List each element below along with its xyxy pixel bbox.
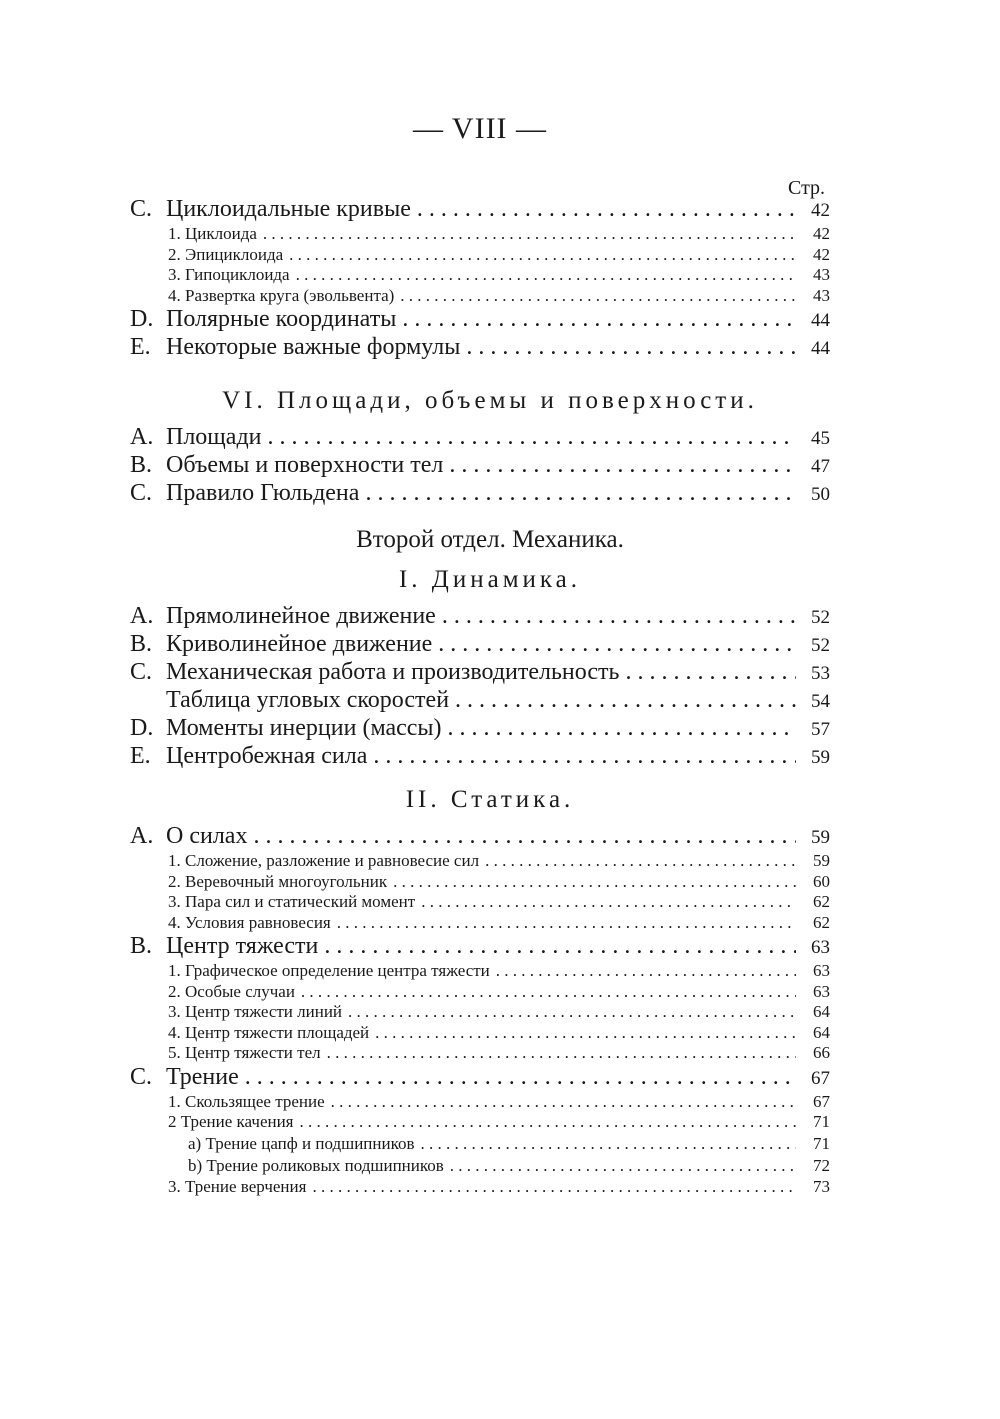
toc-entry xyxy=(130,1092,830,1113)
dot-leader xyxy=(417,196,796,222)
dot-leader xyxy=(331,1092,796,1113)
toc-entry-title: 1. Сложение, разложение и равновесие сил xyxy=(168,851,480,870)
dot-leader xyxy=(448,715,796,741)
dot-leader xyxy=(402,306,796,332)
section-heading-mechanics: Второй отдел. Механика. xyxy=(356,526,624,553)
dot-leader xyxy=(400,286,796,307)
toc-entry xyxy=(130,1155,830,1177)
toc-entry-page: 71 xyxy=(813,1133,830,1153)
toc-entry xyxy=(130,743,830,771)
dot-leader xyxy=(421,1133,796,1155)
dot-leader xyxy=(337,913,796,934)
toc-entry-page: 67 xyxy=(813,1091,830,1111)
toc-entry xyxy=(130,1023,830,1044)
dot-leader xyxy=(365,480,796,506)
toc-entry-title: Некоторые важные формулы xyxy=(166,334,461,360)
toc-entry-page: 72 xyxy=(813,1155,830,1175)
toc-entry xyxy=(130,982,830,1003)
toc-entry xyxy=(130,913,830,934)
toc-entry-page: 73 xyxy=(813,1176,830,1196)
toc-entry-title: 2 Трение качения xyxy=(168,1112,294,1131)
toc-entry-title: Механическая работа и производительность xyxy=(166,659,620,685)
toc-entry-page: 44 xyxy=(811,310,830,331)
heading-areas-volumes: VI. Площади, объемы и поверхности. xyxy=(222,387,758,414)
toc-entry-page: 59 xyxy=(811,747,830,768)
toc-entry xyxy=(130,196,830,224)
toc-entry xyxy=(130,224,830,245)
toc-entry xyxy=(130,1133,830,1155)
toc-entry xyxy=(130,872,830,893)
toc-block-dynamics xyxy=(130,603,830,771)
toc-entry-title: 1. Циклоида xyxy=(168,224,257,243)
toc-entry-page: 47 xyxy=(811,456,830,477)
dot-leader xyxy=(393,872,796,893)
dot-leader xyxy=(245,1064,796,1090)
dot-leader xyxy=(496,961,796,982)
dot-leader xyxy=(296,265,796,286)
dot-leader xyxy=(421,892,796,913)
toc-entry-letter: D. xyxy=(130,715,154,741)
dot-leader xyxy=(438,631,796,657)
toc-entry-page: 44 xyxy=(811,338,830,359)
dot-leader xyxy=(300,1112,797,1133)
toc-entry xyxy=(130,334,830,362)
toc-entry xyxy=(130,823,830,851)
toc-entry-title: b) Трение роликовых подшипников xyxy=(188,1155,444,1175)
dot-leader xyxy=(289,245,796,266)
toc-entry-title: 1. Графическое определение центра тяжести xyxy=(168,961,490,980)
dot-leader xyxy=(301,982,796,1003)
toc-entry-page: 62 xyxy=(813,912,830,932)
toc-entry-page: 63 xyxy=(811,937,830,958)
toc-entry-letter: C. xyxy=(130,196,153,222)
toc-entry xyxy=(130,306,830,334)
dot-leader xyxy=(485,851,796,872)
dot-leader xyxy=(449,452,796,478)
toc-entry-title: 2. Веревочный многоугольник xyxy=(168,871,388,891)
dot-leader xyxy=(375,1023,796,1044)
toc-entry-letter: A. xyxy=(130,823,154,849)
dot-leader xyxy=(450,1155,796,1177)
toc-entry-title: Криволинейное движение xyxy=(166,631,433,657)
toc-entry-title: 4. Условия равновесия xyxy=(168,912,331,932)
toc-entry-letter: B. xyxy=(130,933,153,959)
toc-entry-title: О силах xyxy=(166,823,248,849)
toc-entry-title: Центробежная сила xyxy=(166,743,368,769)
toc-entry-title: 4. Развертка круга (эвольвента) xyxy=(168,285,395,305)
dot-leader xyxy=(268,424,797,450)
toc-entry-page: 42 xyxy=(813,244,830,264)
toc-entry-page: 45 xyxy=(811,428,830,449)
toc-entry-letter: D. xyxy=(130,306,154,332)
toc-entry-page: 42 xyxy=(811,200,830,221)
dot-leader xyxy=(455,687,796,713)
dot-leader xyxy=(625,659,796,685)
toc-entry xyxy=(130,1002,830,1023)
toc-entry-title: 3. Центр тяжести линий xyxy=(168,1002,343,1021)
toc-entry-title: 1. Скользящее трение xyxy=(168,1091,325,1111)
toc-entry-page: 54 xyxy=(811,691,830,712)
toc-entry-letter: E. xyxy=(130,743,151,769)
toc-entry xyxy=(130,265,830,286)
toc-entry-title: Полярные координаты xyxy=(166,306,397,332)
toc-entry-title: Центр тяжести xyxy=(166,933,319,959)
toc-entry xyxy=(130,1112,830,1133)
toc-entry-page: 52 xyxy=(811,607,830,628)
toc-entry-page: 60 xyxy=(813,871,830,891)
toc-entry-title: 4. Центр тяжести площадей xyxy=(168,1022,370,1042)
toc-entry xyxy=(130,851,830,872)
toc-block-areas xyxy=(130,424,830,508)
dot-leader xyxy=(327,1043,796,1064)
toc-entry-letter: E. xyxy=(130,334,151,360)
dot-leader xyxy=(253,823,796,849)
toc-entry-page: 67 xyxy=(811,1067,830,1089)
heading-dynamics: I. Динамика. xyxy=(398,566,582,593)
toc-entry-page: 59 xyxy=(811,827,830,848)
page-column-label: Стр. xyxy=(788,177,826,199)
toc-entry xyxy=(130,424,830,452)
dot-leader xyxy=(324,933,796,959)
toc-entry xyxy=(130,480,830,508)
toc-entry-letter: B. xyxy=(130,452,153,478)
toc-entry xyxy=(130,631,830,659)
toc-entry xyxy=(130,245,830,266)
dot-leader xyxy=(442,603,796,629)
toc-entry-page: 53 xyxy=(811,663,830,684)
toc-entry-page: 59 xyxy=(813,851,830,870)
toc-entry xyxy=(130,961,830,982)
toc-entry-letter: A. xyxy=(130,424,154,450)
dot-leader xyxy=(348,1002,796,1023)
toc-entry-page: 57 xyxy=(811,719,830,740)
toc-entry-page: 42 xyxy=(813,224,830,243)
toc-entry-letter: C. xyxy=(130,1063,153,1090)
toc-entry-title: Трение xyxy=(166,1063,239,1090)
toc-entry-title: Моменты инерции (массы) xyxy=(166,715,442,741)
dot-leader xyxy=(263,224,796,245)
toc-entry-title: 5. Центр тяжести тел xyxy=(168,1043,321,1062)
toc-entry xyxy=(130,715,830,743)
page-number: — VIII — xyxy=(412,112,548,145)
toc-entry xyxy=(130,1177,830,1198)
toc-entry-page: 63 xyxy=(813,981,830,1001)
heading-statics: II. Статика. xyxy=(405,786,575,813)
toc-entry-letter: A. xyxy=(130,603,154,629)
toc-entry xyxy=(130,452,830,480)
toc-entry-page: 43 xyxy=(813,265,830,284)
toc-entry-letter: C. xyxy=(130,659,153,685)
toc-entry xyxy=(130,286,830,307)
toc-entry-page: 43 xyxy=(813,285,830,305)
toc-entry-letter: C. xyxy=(130,480,153,506)
toc-entry-title: Циклоидальные кривые xyxy=(166,196,411,222)
dot-leader xyxy=(312,1177,796,1198)
toc-entry-title: a) Трение цапф и подшипников xyxy=(188,1133,415,1153)
toc-entry-page: 52 xyxy=(811,635,830,656)
toc-entry-letter: B. xyxy=(130,631,153,657)
toc-entry xyxy=(130,892,830,913)
toc-block-statics xyxy=(130,823,830,1197)
toc-entry-title: 3. Трение верчения xyxy=(168,1176,307,1196)
toc-entry xyxy=(130,1064,830,1092)
toc-entry-title: Прямолинейное движение xyxy=(166,603,436,629)
toc-entry-title: 2. Эпициклоида xyxy=(168,244,284,264)
toc-entry-title: Таблица угловых скоростей xyxy=(166,687,450,713)
toc-entry-page: 62 xyxy=(813,892,830,911)
toc-entry-title: 3. Гипоциклоида xyxy=(168,265,290,284)
toc-entry-title: Правило Гюльдена xyxy=(166,480,360,506)
toc-entry-page: 50 xyxy=(811,484,830,505)
toc-entry-title: 3. Пара сил и статический момент xyxy=(168,892,416,911)
toc-block-curves xyxy=(130,196,830,362)
toc-entry-title: Объемы и поверхности тел xyxy=(166,452,444,478)
dot-leader xyxy=(373,743,796,769)
toc-entry xyxy=(130,687,830,715)
toc-entry-page: 64 xyxy=(813,1022,830,1042)
toc-entry xyxy=(130,659,830,687)
toc-entry xyxy=(130,603,830,631)
toc-entry-page: 63 xyxy=(813,961,830,980)
toc-entry-page: 64 xyxy=(813,1002,830,1021)
toc-entry-page: 71 xyxy=(813,1112,830,1131)
toc-entry-title: 2. Особые случаи xyxy=(168,981,295,1001)
toc-entry-title: Площади xyxy=(166,424,262,450)
toc-entry xyxy=(130,933,830,961)
toc-entry-page: 66 xyxy=(813,1043,830,1062)
toc-entry xyxy=(130,1043,830,1064)
dot-leader xyxy=(466,334,796,360)
